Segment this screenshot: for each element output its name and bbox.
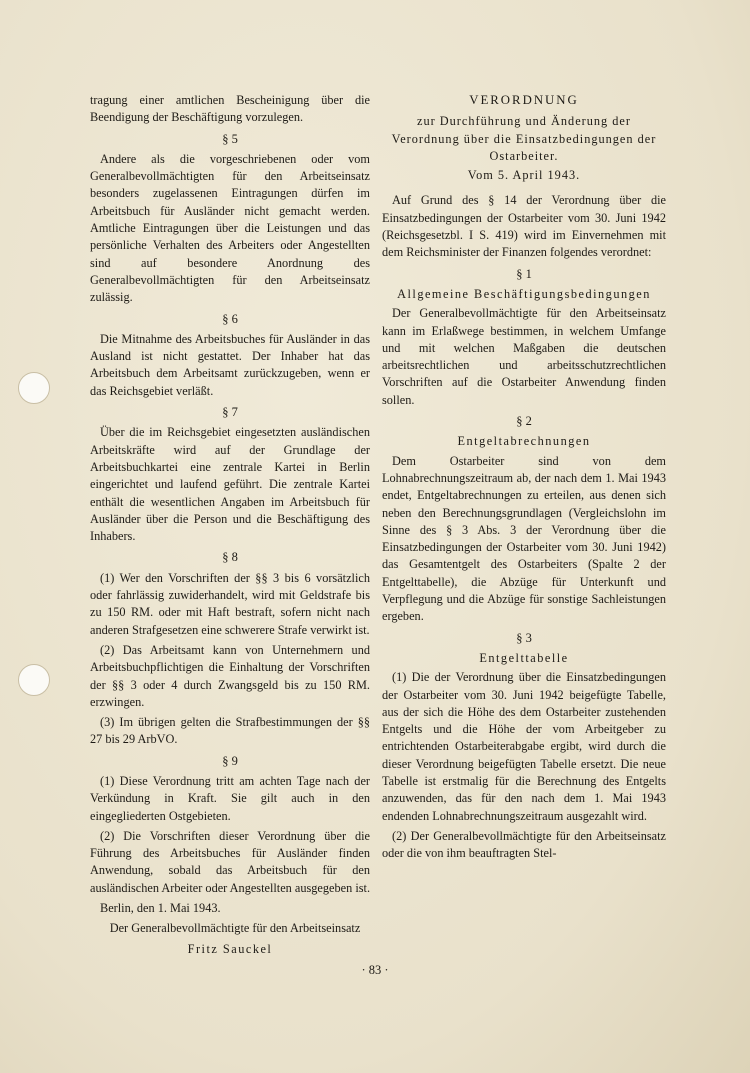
decree-title: VERORDNUNG — [469, 93, 579, 107]
paragraph: (2) Der Generalbevollmächtigte für den Arbeitseinsatz oder die von ihm beauftragten Stel- — [382, 828, 666, 861]
paragraph: (2) Das Arbeitsamt kann von Unternehmern und Arbeitsbuchpflichtigen die Einhaltung der Vorschriften der §§ 3 oder 4 durch Zwangsgeld bis zu 150 RM. erzwingen. — [90, 642, 370, 709]
section-heading: § 3 — [516, 630, 532, 645]
page-number: · 83 · — [361, 963, 389, 977]
signer-title: Der Generalbevollmächtigte für den Arbeitseinsatz — [109, 921, 361, 936]
section-heading: § 6 — [222, 311, 238, 326]
section-title: Entgeltabrechnungen — [457, 434, 591, 449]
paragraph: Der Generalbevollmächtigte für den Arbeitseinsatz kann im Erlaßwege bestimmen, in welchem Umfange und mit welchen Maßgaben die deutschen arbeitsrechtlichen und arbeitsschutzrechtlichen Vorschriften auf die Ostarbeiter Anwendung finden sollen. — [382, 306, 666, 407]
section-title: Allgemeine Beschäftigungsbedingungen — [397, 286, 651, 301]
section-title: Entgelttabelle — [479, 650, 569, 665]
paragraph: (1) Wer den Vorschriften der §§ 3 bis 6 vorsätzlich oder fahrlässig zuwiderhandelt, wird mit Geldstrafe bis zu 150 RM. oder mit Haft bestraft, sofern nicht nach anderen Strafgesetzen eine schwerere Strafe verwirkt ist. — [90, 570, 370, 637]
section-heading: § 5 — [222, 131, 238, 146]
section-heading: § 1 — [516, 266, 532, 281]
punch-hole-top — [18, 372, 50, 404]
signer-name: Fritz Sauckel — [187, 941, 273, 956]
paragraph: (3) Im übrigen gelten die Strafbestimmungen der §§ 27 bis 29 ArbVO. — [90, 715, 370, 747]
section-heading: § 7 — [222, 405, 238, 420]
decree-subtitle: zur Durchführung und Änderung der Verordnung über die Einsatzbedingungen der Ostarbeiter. — [391, 114, 657, 163]
decree-date: Vom 5. April 1943. — [467, 168, 581, 183]
paragraph: Die Mitnahme des Arbeitsbuches für Ausländer in das Ausland ist nicht gestattet. Der Inhaber hat das Arbeitsbuch dem Arbeitsamt zurückzugeben, wenn er das Reichsgebiet verläßt. — [90, 331, 370, 398]
section-heading: § 2 — [516, 414, 532, 429]
section-heading: § 8 — [222, 550, 238, 565]
signing-date: Berlin, den 1. Mai 1943. — [100, 901, 221, 916]
paragraph: (1) Die der Verordnung über die Einsatzbedingungen der Ostarbeiter vom 30. Juni 1942 beigefügte Tabelle, aus der sich die Höhe des dem Ostarbeiter zustehenden Entgelts und die Höhe der vom Arbeitgeber zu entrichtenden Ostarbeiterabgabe ergibt, wird durch die dieser Verordnung beigefügten Tabelle ersetzt. Die neue Tabelle ist erstmalig für die Berechnung des Entgelts anzuwenden, das für den nach dem 1. Mai 1943 endenden Lohnabrechnungszeitraum ausgezahlt wird. — [382, 670, 666, 823]
left-column — [90, 92, 370, 958]
paragraph: Andere als die vorgeschriebenen oder vom Generalbevollmächtigten für den Arbeitseinsatz besonders zugelassenen Eintragungen dürfen im Arbeitsbuch für Ausländer nicht gemacht werden. Amtliche Eintragungen über die Leistungen und das persönliche Verhalten des Arbeiters oder Angestellten sind auf besondere Anordnung des Generalbevollmächtigten für den Arbeitseinsatz zulässig. — [90, 151, 370, 305]
punch-hole-bottom — [18, 664, 50, 696]
section-heading: § 9 — [222, 753, 238, 768]
paragraph: Über die im Reichsgebiet eingesetzten ausländischen Arbeitskräfte wird auf der Grundlage der Arbeitsbuchkartei eine zentrale Kartei in Berlin eingerichtet und laufend geführt. Die zentrale Kartei enthält die wesentlichen Angaben im Arbeitsbuch für Ausländer über die Person und die Beschäftigung des Inhabers. — [90, 425, 370, 544]
paragraph: Dem Ostarbeiter sind von dem Lohnabrechnungszeitraum ab, der nach dem 1. Mai 1943 endet, Entgeltabrechnungen zu erteilen, aus denen sich neben den Berechnungsgrundlagen (Vergleichslohn im Sinne des § 3 Abs. 3 der Verordnung über die Einsatzbedingungen der Ostarbeiter vom 30. Juni 1942) das Gesamtentgelt des Ostarbeiters (Spalte 2 der Entgelttabelle), die Abzüge für Unterkunft und Verpflegung und die Abzüge für sonstige Sachleistungen ergeben. — [382, 453, 666, 624]
paragraph: (2) Die Vorschriften dieser Verordnung über die Führung des Arbeitsbuches für Ausländer finden Anwendung, sobald das Arbeitsbuch für den ausländischen Arbeiter oder Angestellten ausgegeben ist. — [90, 828, 371, 895]
paragraph: Auf Grund des § 14 der Verordnung über die Einsatzbedingungen der Ostarbeiter vom 30. Juni 1942 (Reichsgesetzbl. I S. 419) wird im Einvernehmen mit dem Reichsminister der Finanzen folgendes verordnet: — [382, 193, 666, 260]
paragraph: tragung einer amtlichen Bescheinigung über die Beendigung der Beschäftigung vorzulegen. — [90, 93, 370, 125]
right-column — [382, 92, 666, 865]
paragraph: (1) Diese Verordnung tritt am achten Tage nach der Verkündung in Kraft. Sie gilt auch in den eingegliederten Ostgebieten. — [90, 773, 370, 823]
